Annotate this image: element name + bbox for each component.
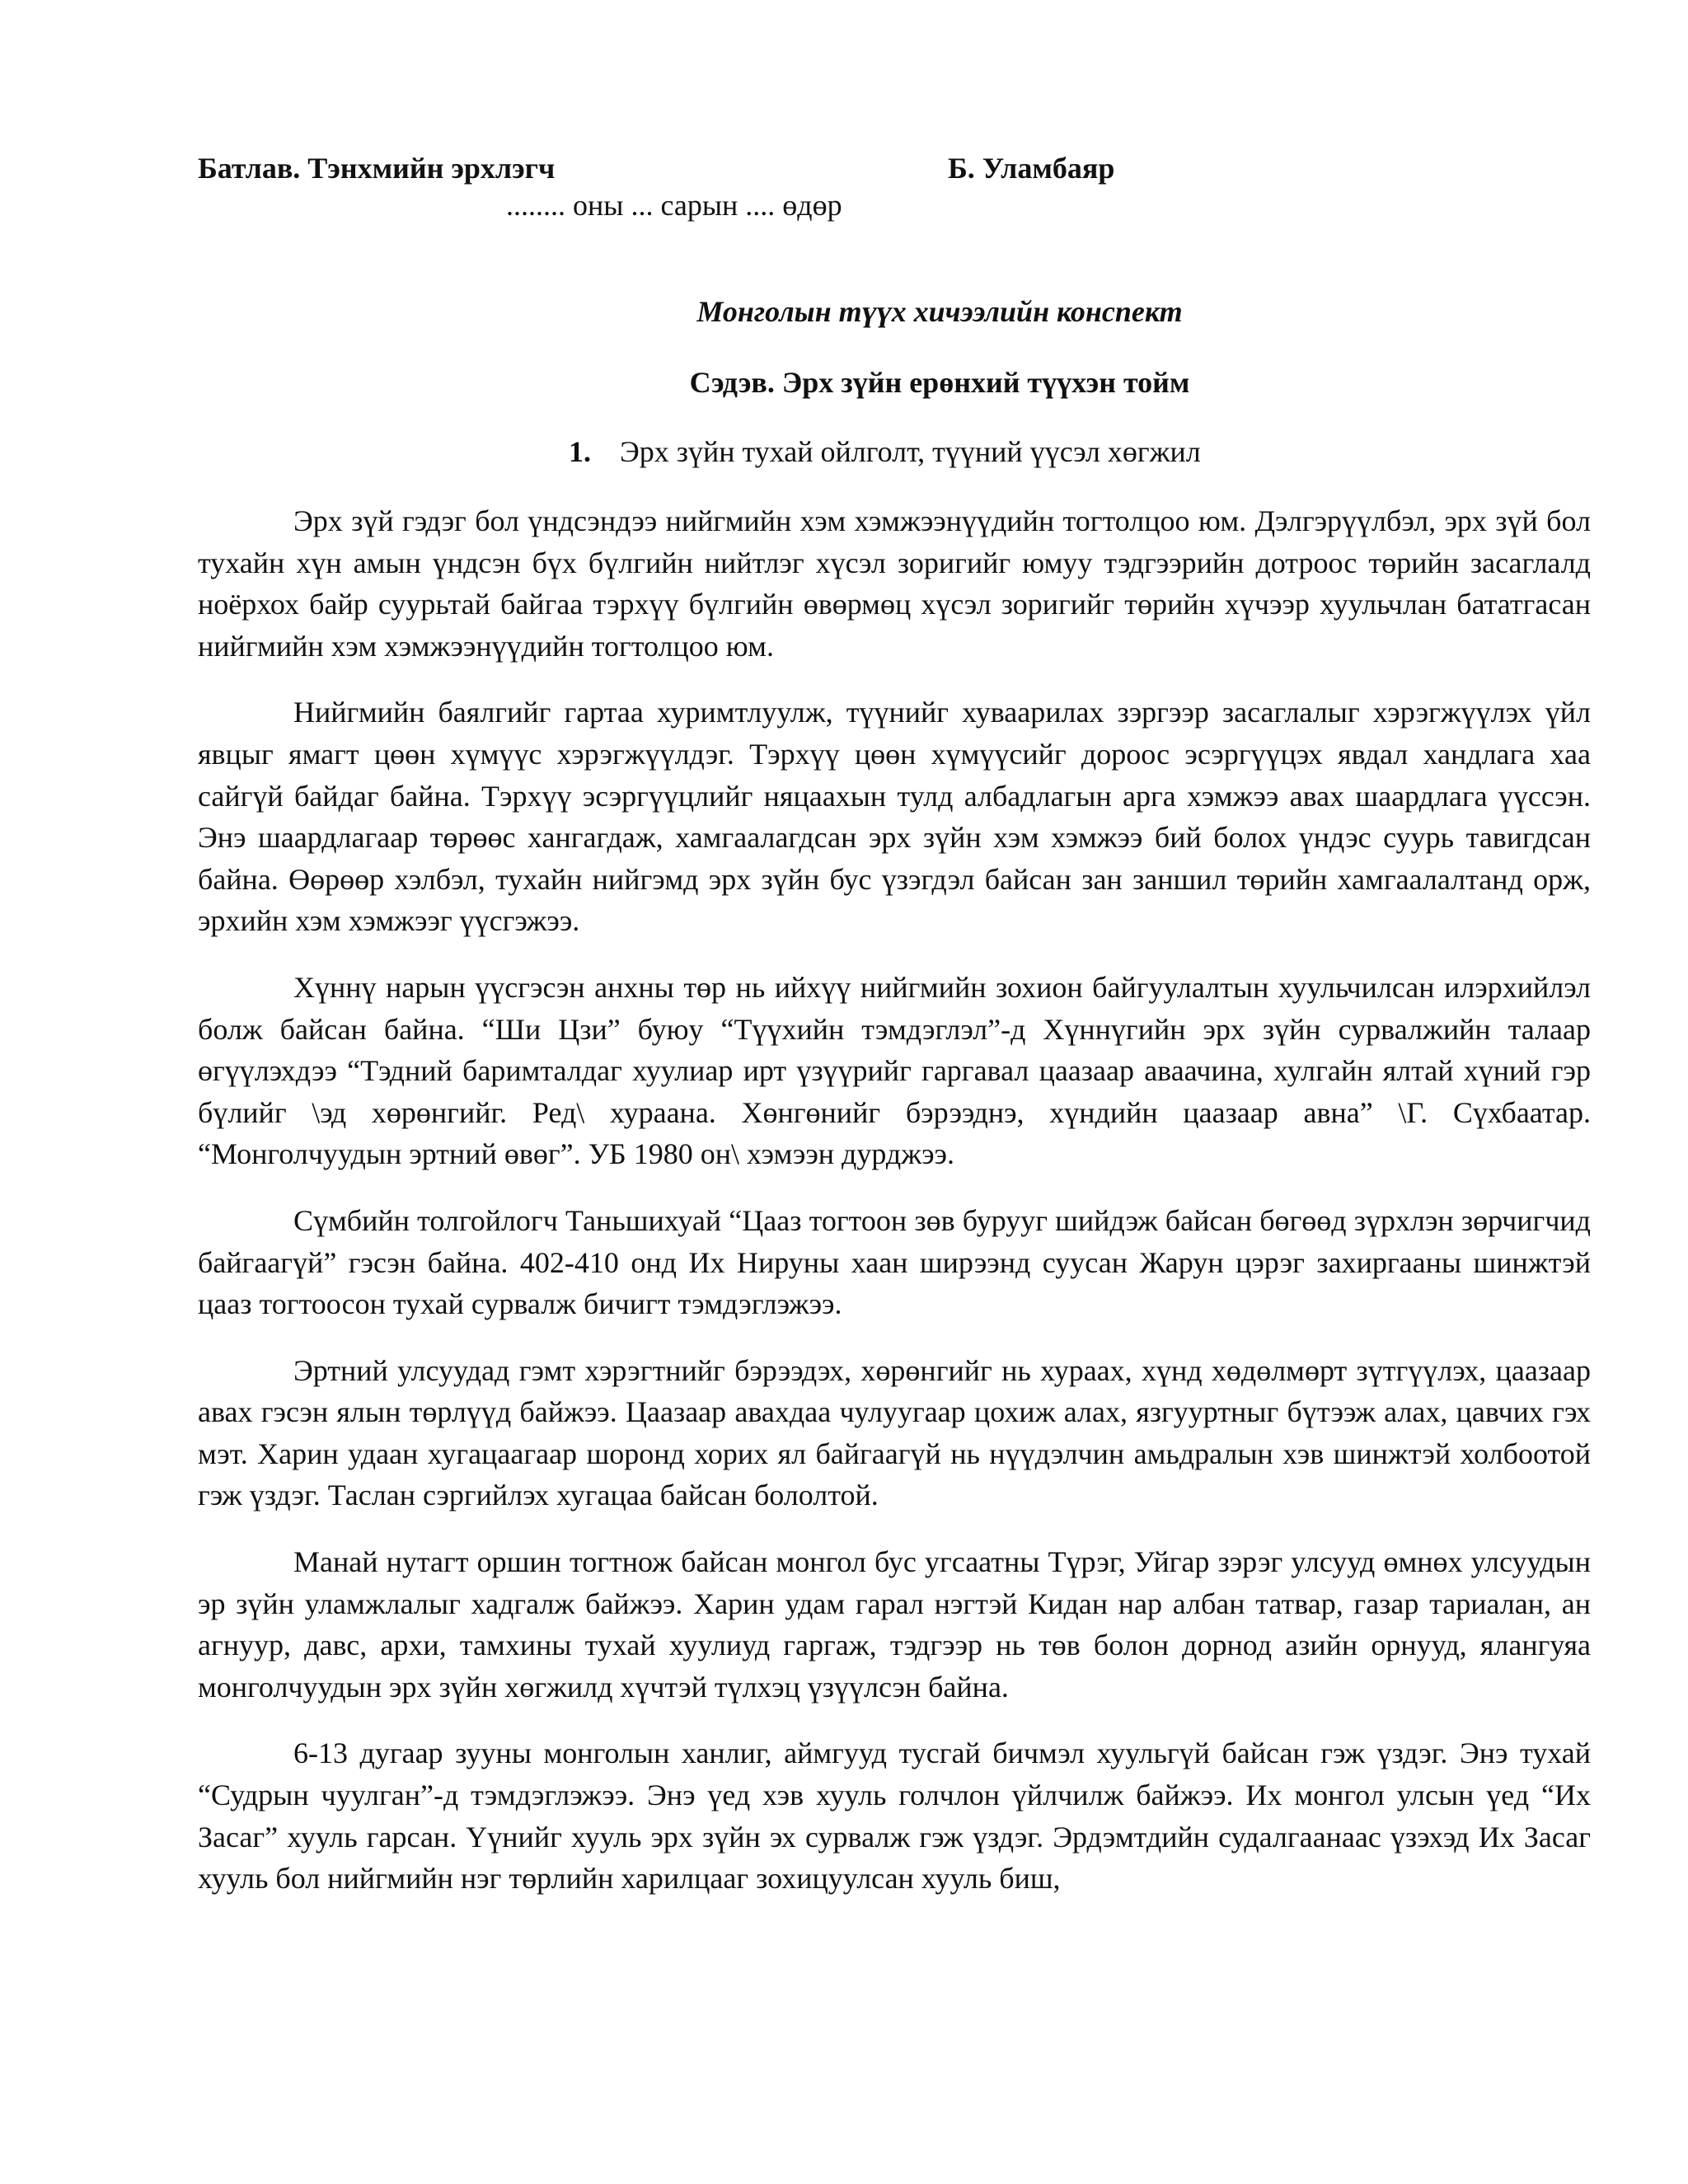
- paragraph: 6-13 дугаар зууны монголын ханлиг, аймгууд тусгай бичмэл хуульгүй байсан гэж үздэг. Энэ тухай “Судрын чуулган”-д тэмдэглэжээ. Энэ үед хэв хууль голчлон үйлчилж байжээ. Их монгол улсын үед “Их Засаг” хууль гарсан. Үүнийг хууль эрх зүйн эх сурвалж гэж үздэг. Эрдэмтдийн судалгаанаас үзэхэд Их Засаг хууль бол нийгмийн нэг төрлийн харилцааг зохицуулсан хууль биш,: [198, 1736, 1591, 1896]
- paragraph: Манай нутагт оршин тогтнож байсан монгол бус угсаатны Түрэг, Уйгар зэрэг улсууд өмнөх улсуудын эр зүйн уламжлалыг хадгалж байжээ. Харин удам гарал нэгтэй Кидан нар албан татвар, газар тариалан, ан агнуур, давс, архи, тамхины тухай хуулиуд гаргаж, тэдгээр нь төв болон дорнод азийн орнууд, ялангуяа монголчуудын эрх зүйн хөгжилд хүчтэй түлхэц үзүүлсэн байна.: [198, 1545, 1591, 1704]
- paragraph: Нийгмийн баялгийг гартаа хуримтлуулж, түүнийг хуваарилах зэргээр засаглалыг хэрэгжүүлэх үйл явцыг ямагт цөөн хүмүүс хэрэгжүүлдэг. Тэрхүү цөөн хүмүүсийг дороос эсэргүүцэх явдал хандлага хаа сайгүй байдаг байна. Тэрхүү эсэргүүцлийг няцаахын тулд албадлагын арга хэмжээ авах шаардлага үүссэн. Энэ шаардлагаар төрөөс хангагдаж, хамгаалагдсан эрх зүйн хэм хэмжээ бий болох үндэс суурь тавигдсан байна. Өөрөөр хэлбэл, тухайн нийгэмд эрх зүйн бус үзэгдэл байсан зан заншил төрийн хамгаалалтанд орж, эрхийн хэм хэмжээг үүсгэжээ.: [198, 696, 1591, 938]
- body-text: [198, 500, 1591, 1924]
- document-topic: Сэдэв. Эрх зүйн ерөнхий түүхэн тойм: [689, 366, 1190, 399]
- paragraph: Эрх зүй гэдэг бол үндсэндээ нийгмийн хэм хэмжээнүүдийн тогтолцоо юм. Дэлгэрүүлбэл, эрх зүй бол тухайн хүн амын үндсэн бүх бүлгийн нийтлэг хүсэл зоригийг юмуу тэдгээрийн дотроос төрийн засаглалд ноёрхох байр суурьтай байгаа тэрхүү бүлгийн өвөрмөц хүсэл зоригийг төрийн хүчээр хуульчлан бататгасан нийгмийн хэм хэмжээнүүдийн тогтолцоо юм.: [198, 504, 1591, 663]
- paragraph: Сүмбийн толгойлогч Таньшихуай “Цааз тогтоон зөв бурууг шийдэж байсан бөгөөд зүрхлэн зөрчигчид байгаагүй” гэсэн байна. 402-410 онд Их Нируны хаан ширээнд суусан Жарун цэрэг захиргааны шинжтэй цааз тогтоосон тухай сурвалж бичигт тэмдэглэжээ.: [198, 1203, 1591, 1321]
- section-heading: [569, 432, 1201, 471]
- section-title: Эрх зүйн тухай ойлголт, түүний үүсэл хөгжил: [620, 435, 1201, 468]
- approval-label: Батлав. Тэнхмийн эрхлэгч: [198, 152, 556, 185]
- section-number: 1.: [569, 435, 591, 468]
- approval-date-line: ........ оны ... сарын .... өдөр: [506, 189, 842, 222]
- document-title: Монголын түүх хичээлийн конспект: [696, 295, 1183, 328]
- approver-name: Б. Уламбаяр: [948, 152, 1115, 185]
- paragraph: Хүннү нарын үүсгэсэн анхны төр нь ийхүү нийгмийн зохион байгуулалтын хуульчилсан илэрхийлэл болж байсан байна. “Ши Цзи” буюу “Түүхийн тэмдэглэл”-д Хүннүгийн эрх зүйн сурвалжийн талаар өгүүлэхдээ “Тэдний баримталдаг хуулиар ирт үзүүрийг гаргавал цаазаар аваачина, хулгайн ялтай хүний гэр бүлийг \эд хөрөнгийг. Ред\ хураана. Хөнгөнийг бэрээднэ, хүндийн цаазаар авна” \Г. Сүхбаатар. “Монголчуудын эртний өвөг”. УБ 1980 он\ хэмээн дурджээ.: [198, 970, 1591, 1171]
- paragraph: Эртний улсуудад гэмт хэрэгтнийг бэрээдэх, хөрөнгийг нь хураах, хүнд хөдөлмөрт зүтгүүлэх, цаазаар авах гэсэн ялын төрлүүд байжээ. Цаазаар авахдаа чулуугаар цохиж алах, язгууртныг бүтээж алах, цавчих гэх мэт. Харин удаан хугацаагаар шоронд хорих ял байгаагүй нь нүүдэлчин амьдралын хэв шинжтэй холбоотой гэж үздэг. Таслан сэргийлэх хугацаа байсан бололтой.: [198, 1353, 1591, 1512]
